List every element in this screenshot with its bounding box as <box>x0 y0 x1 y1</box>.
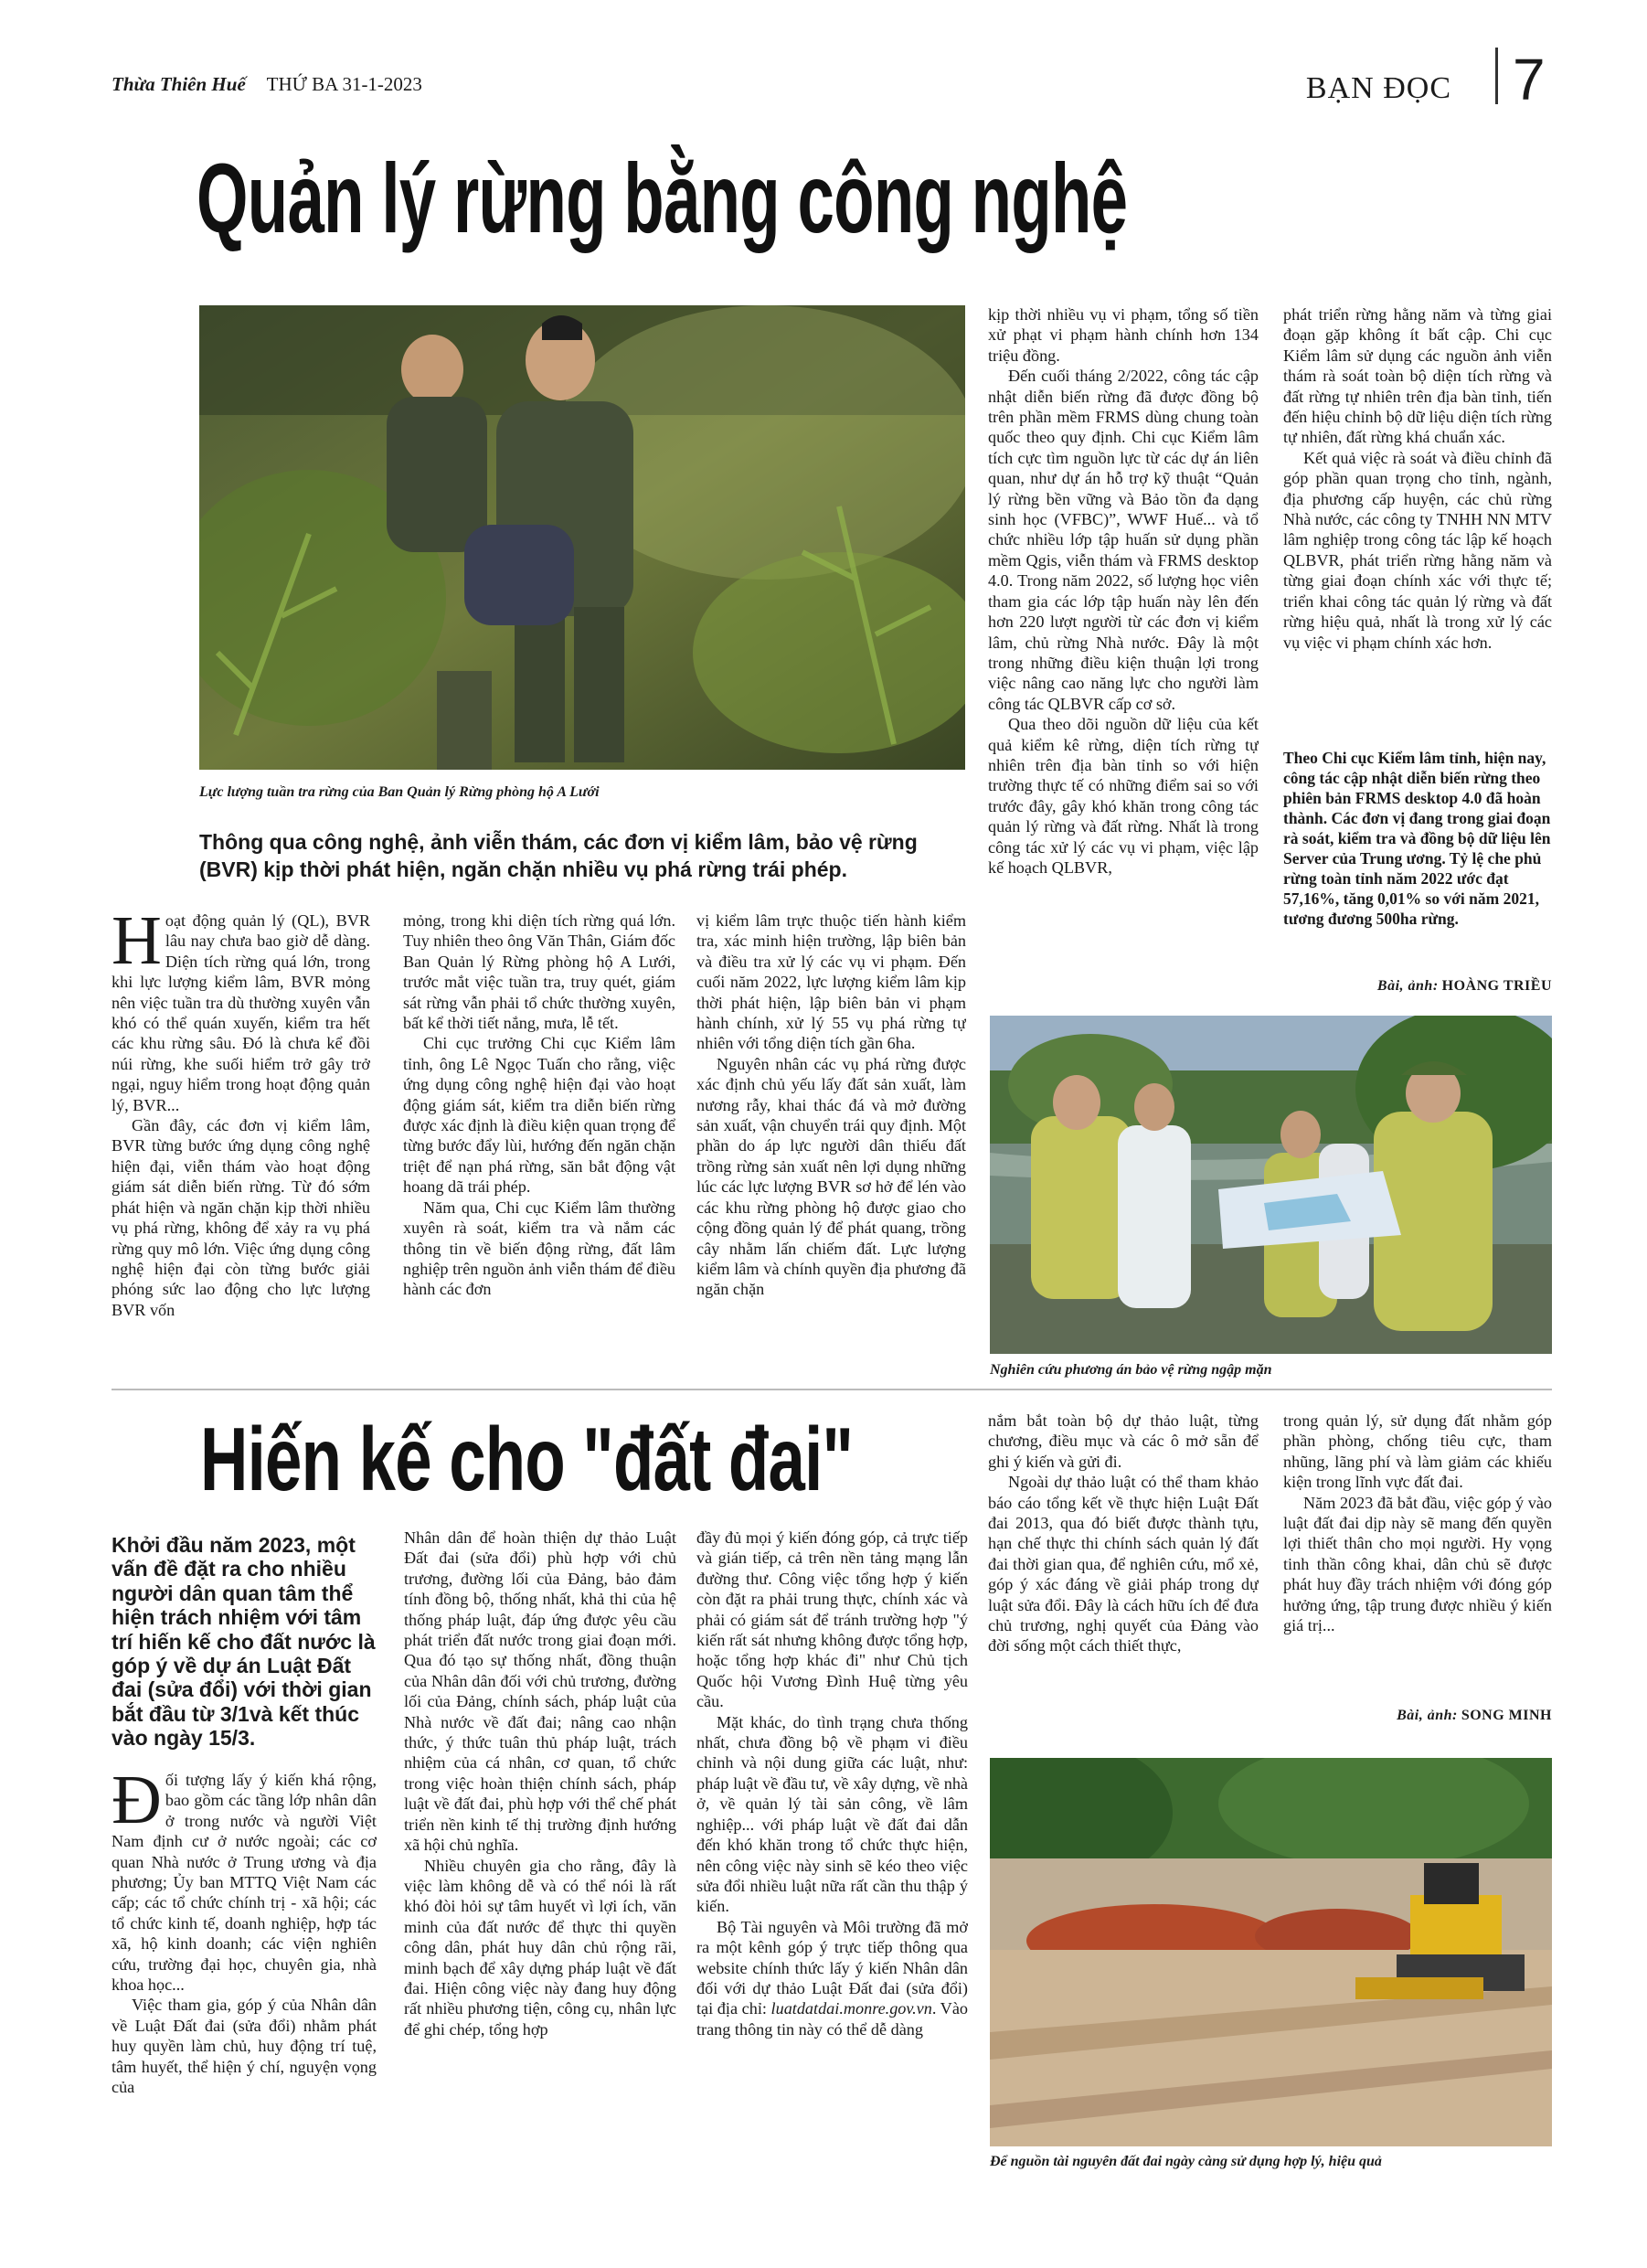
newspaper-name: Thừa Thiên Huế <box>112 73 246 95</box>
website-address: luatdatdai.monre.gov.vn <box>770 1999 932 2018</box>
article1-col4 <box>988 304 1259 964</box>
article1-lead: Thông qua công nghệ, ảnh viễn thám, các đơn vị kiểm lâm, bảo vệ rừng (BVR) kịp thời phát hiện, ngăn chặn nhiều vụ phá rừng trái phép. <box>199 830 918 881</box>
author-name: SONG MINH <box>1461 1708 1552 1723</box>
article2-lead: Khởi đầu năm 2023, một vấn đề đặt ra cho nhiều người dân quan tâm thể hiện trách nhiệm với tâm trí hiến kế cho đất nước là góp ý về dự án Luật Đất đai (sửa đổi) với thời gian bắt đầu từ 3/1và kết thúc vào ngày 15/3. <box>112 1533 376 1751</box>
article-divider <box>112 1389 1552 1390</box>
mangrove-field-photo <box>990 1016 1552 1354</box>
author-name: HOÀNG TRIỀU <box>1441 978 1552 994</box>
article2-paragraph: Ngoài dự thảo luật có thể tham khảo báo cáo tổng kết về thực hiện Luật Đất đai 2013, qua đó biết được thành tựu, hạn chế thực thi chính sách quản lý đất đai thời gian qua, để nghiên cứu, mổ xẻ, góp ý xác đáng về giải pháp trong dự luật sửa đổi. Đây là cách hữu ích để đưa chủ trương, nghị quyết của Đảng vào đời sống một cách thiết thực, <box>988 1473 1259 1656</box>
article1-paragraph: Hoạt động quản lý (QL), BVR lâu nay chưa bao giờ dễ dàng. Diện tích rừng quá lớn, trong khi lực lượng kiểm lâm, BVR mỏng nên việc tuần tra dù thường xuyên vẫn khó có thể quán xuyến, kiểm tra hết các khu rừng sâu. Đó là chưa kể đồi núi rừng, khe suối hiểm trở gây trở ngại, nguy hiểm trong hoạt động quản lý, BVR... <box>112 910 370 1114</box>
forest-patrol-photo <box>199 305 965 770</box>
article1-col1 <box>112 910 370 1363</box>
masthead <box>112 73 422 96</box>
drop-cap: Đ <box>112 1770 162 1838</box>
article2-paragraph: nắm bắt toàn bộ dự thảo luật, từng chương, điều mục và các ô mở sẵn để ghi ý kiến và gửi đi. <box>988 1411 1259 1471</box>
article2-byline: Bài, ảnh: SONG MINH <box>1397 1708 1552 1723</box>
article1-col3 <box>696 910 966 1363</box>
page-number: 7 <box>1513 47 1546 112</box>
forest-stats-note: Theo Chi cục Kiểm lâm tỉnh, hiện nay, công tác cập nhật diễn biến rừng theo phiên bản FRMS desktop 4.0 đã hoàn thành. Các đơn vị đang trong giai đoạn rà soát, kiểm tra và đồng bộ dữ liệu lên Server của Trung ương. Tỷ lệ che phủ rừng toàn tỉnh năm 2022 ước đạt 57,16%, tăng 0,01% so với năm 2021, tương đương 500ha rừng. <box>1283 749 1551 928</box>
article1-paragraph: phát triển rừng hằng năm và từng giai đoạn gặp không ít bất cập. Chi cục Kiểm lâm sử dụng các nguồn ảnh viễn thám rà soát toàn bộ diện tích rừng và đất rừng tự nhiên trên địa bàn tỉnh, tiến đến hiệu chỉnh bộ dữ liệu diện tích rừng tự nhiên, đất rừng khá chuẩn xác. <box>1283 305 1552 447</box>
article1-byline: Bài, ảnh: HOÀNG TRIỀU <box>1376 978 1552 994</box>
article1-col5 <box>1283 304 1552 725</box>
article2-paragraph: Nhân dân để hoàn thiện dự thảo Luật Đất đai (sửa đổi) phù hợp với chủ trương, đường lối của Đảng, bảo đảm tính đồng bộ, thống nhất, khả thi của hệ thống pháp luật, đáp ứng được yêu cầu phát triển đất nước trong giai đoạn mới. Qua đó tạo sự thống nhất, đồng thuận của Nhân dân đối với chủ trương, đường lối của Đảng, chính sách, pháp luật của Nhà nước về đất đai; nâng cao nhận thức, ý thức tuân thủ pháp luật, trách nhiệm của cá nhân, cơ quan, tổ chức trong việc hoàn thiện chính sách, pháp luật về đất đai, phù hợp với thể chế phát triển nền kinh tế thị trường định hướng xã hội chủ nghĩa. <box>404 1528 676 1855</box>
article2-paragraph: đầy đủ mọi ý kiến đóng góp, cả trực tiếp và gián tiếp, cả trên nền tảng mạng lẫn đường thư. Công việc tổng hợp ý kiến còn đặt ra phải trung thực, chính xác và phải có giám sát để tránh trường hợp "ý kiến rất sát nhưng không được tổng hợp, hoặc tổng hợp khác đi" như Chủ tịch Quốc hội Vương Đình Huệ từng yêu cầu. <box>696 1528 968 1711</box>
article2-paragraph: Mặt khác, do tình trạng chưa thống nhất, chưa đồng bộ về phạm vi điều chỉnh và nội dung giữa các luật, như: pháp luật về đầu tư, về xây dựng, về nhà ở, về quản lý tài sản công, về lâm nghiệp... với pháp luật về đất đai dẫn đến khó khăn trong tổ chức thực hiện, nên công việc này sinh sẽ kéo theo việc sửa đổi nhiều luật nữa rất cần thu thập ý kiến. <box>696 1712 968 1916</box>
article2-paragraph: Nhiều chuyên gia cho rằng, đây là việc làm không dễ và có thể nói là rất khó đòi hỏi sự tâm huyết vì lợi ích, văn minh của đất nước để thực thi quyền công dân, phát huy dân chủ rộng rãi, minh bạch để xây dựng pháp luật về đất đai. Hiện công việc này đang huy động rất nhiều phương tiện, công cụ, nhân lực để ghi chép, tổng hợp <box>404 1856 676 2039</box>
article1-paragraph: Đến cuối tháng 2/2022, công tác cập nhật diễn biến rừng đã được đồng bộ trên phần mềm FRMS dùng chung toàn quốc theo quy định. Chi cục Kiểm lâm tích cực tìm nguồn lực từ các dự án liên quan, như dự án hỗ trợ kỹ thuật “Quản lý rừng bền vững và Bảo tồn đa dạng sinh học (VFBC)”, WWF Huế... và tổ chức nhiều lớp tập huấn sử dụng phần mềm Qgis, viễn thám và FRMS desktop 4.0. Trong năm 2022, số lượng học viên tham gia các lớp tập huấn này lên đến hơn 220 lượt người từ các đơn vị kiểm lâm, chủ rừng Nhà nước. Đây là một trong những điều kiện thuận lợi trong việc nâng cao năng lực cho người làm công tác QLBVR cấp cơ sở. <box>988 367 1259 713</box>
article1-headline: Quản lý rừng bằng công nghệ <box>197 144 1128 254</box>
article1-col2 <box>403 910 675 1363</box>
article2-paragraph: Bộ Tài nguyên và Môi trường đã mở ra một kênh góp ý trực tiếp thông qua website chính thức lấy ý kiến Nhân dân đối với dự thảo Luật Đất đai (sửa đổi) tại địa chỉ: luatdatdai.monre.gov.vn. Vào trang thông tin này có thể dễ dàng <box>696 1917 968 2039</box>
issue-date: THỨ BA 31-1-2023 <box>266 73 422 95</box>
article1-paragraph: Nguyên nhân các vụ phá rừng được xác định chủ yếu lấy đất sản xuất, làm nương rẫy, khai thác đá và mở đường sản xuất, vận chuyển trái quy định. Một phần do áp lực người dân thiếu đất trồng rừng sản xuất nên lợi dụng những lúc các lực lượng BVR sơ hở để lén vào các khu rừng phòng hộ được giao cho cộng đồng quản lý để phát quang, trồng cây nhằm lấn chiếm đất. Lực lượng kiểm lâm và chính quyền địa phương đã ngăn chặn <box>696 1054 966 1299</box>
article2-col5 <box>1283 1411 1552 1689</box>
photo-caption: Lực lượng tuần tra rừng của Ban Quản lý Rừng phòng hộ A Lưới <box>199 784 600 800</box>
drop-cap: H <box>112 910 162 979</box>
article1-paragraph: Chi cục trưởng Chi cục Kiểm lâm tỉnh, ông Lê Ngọc Tuấn cho rằng, việc ứng dụng công nghệ hiện đại vào hoạt động giám sát, kiểm tra diễn biến rừng được xác định là điều kiện quan trọng để từng bước đẩy lùi, hướng đến ngăn chặn triệt để nạn phá rừng, săn bắt động vật hoang dã trái phép. <box>403 1034 675 1197</box>
article2-paragraph: Việc tham gia, góp ý của Nhân dân về Luật Đất đai (sửa đổi) nhằm phát huy quyền làm chủ, huy động trí tuệ, tâm huyết, thể hiện ý chí, nguyện vọng của <box>112 1996 377 2097</box>
article1-paragraph: vị kiểm lâm trực thuộc tiến hành kiểm tra, xác minh hiện trường, lập biên bản và điều tra xử lý các vụ vi phạm. Đến cuối năm 2022, lực lượng kiểm lâm kịp thời phát hiện, lập biên bản vi phạm hành chính, xử lý 55 vụ phá rừng tự nhiên với tổng diện tích gần 6ha. <box>696 911 966 1053</box>
article2-paragraph: Đối tượng lấy ý kiến khá rộng, bao gồm các tầng lớp nhân dân ở trong nước và người Việt Nam định cư ở nước ngoài; các cơ quan Nhà nước ở Trung ương và địa phương; Ủy ban MTTQ Việt Nam các cấp; các tổ chức chính trị - xã hội; các tổ chức kinh tế, doanh nghiệp, hợp tác xã, hộ kinh doanh; các viện nghiên cứu, trường đại học, chuyên gia, nhà khoa học... <box>112 1770 377 1995</box>
article1-paragraph: mỏng, trong khi diện tích rừng quá lớn. Tuy nhiên theo ông Văn Thân, Giám đốc Ban Quản lý Rừng phòng hộ A Lưới, trước mắt việc tuần tra, truy quét, giám sát rừng vẫn phải tổ chức thường xuyên, bất kể thời tiết nắng, mưa, lễ tết. <box>403 911 675 1033</box>
article2-col3 <box>696 1528 968 2167</box>
article1-paragraph: Gần đây, các đơn vị kiểm lâm, BVR từng bước ứng dụng công nghệ hiện đại, viễn thám vào hoạt động giám sát diễn biến rừng. Từ đó sớm phát hiện và ngăn chặn kịp thời nhiều vụ phá rừng, không để xảy ra vụ phá rừng quy mô lớn. Việc ứng dụng công nghệ hiện đại còn từng bước giải phóng sức lao động cho lực lượng BVR vốn <box>112 1116 370 1319</box>
article2-paragraph: trong quản lý, sử dụng đất nhằm góp phần phòng, chống tiêu cực, tham nhũng, lãng phí và làm giảm các khiếu kiện trong lĩnh vực đất đai. <box>1283 1411 1552 1492</box>
article1-paragraph: Qua theo dõi nguồn dữ liệu của kết quả kiểm kê rừng, diện tích rừng tự nhiên trên địa bàn tỉnh so với hiện trường thực tế có những điểm sai so với trước đây, gây khó khăn trong công tác quản lý rừng và đất rừng. Nhất là trong công tác xử lý các vụ vi phạm, việc lập kế hoạch QLBVR, <box>988 715 1259 877</box>
article2-col2 <box>404 1528 676 2167</box>
article2-paragraph: Năm 2023 đã bắt đầu, việc góp ý vào luật đất đai dịp này sẽ mang đến quyền lợi thiết thân cho mọi người. Hy vọng tinh thần công khai, dân chủ sẽ được phát huy đầy trách nhiệm với đóng góp hưởng ứng, tập trung được nhiều ý kiến giá trị... <box>1283 1493 1552 1635</box>
article1-paragraph: Năm qua, Chi cục Kiểm lâm thường xuyên rà soát, kiểm tra và nắm các thông tin về biến động rừng, đất lâm nghiệp trên nguồn ảnh viễn thám để điều hành các đơn <box>403 1198 675 1299</box>
photo-caption: Để nguồn tài nguyên đất đai ngày càng sử dụng hợp lý, hiệu quả <box>990 2154 1382 2169</box>
article2-col1 <box>112 1770 377 2167</box>
article1-paragraph: kịp thời nhiều vụ vi phạm, tổng số tiền xử phạt vi phạm hành chính hơn 134 triệu đồng. <box>988 305 1259 365</box>
article1-paragraph: Kết quả việc rà soát và điều chỉnh đã góp phần quan trọng cho tỉnh, ngành, địa phương cấp huyện, các chủ rừng Nhà nước, các công ty TNHH NN MTV lâm nghiệp trong công tác lập kế hoạch QLBVR, phát triển rừng hằng năm và từng giai đoạn chính xác với thực tế; triển khai công tác quản lý rừng và đất rừng hiệu quả, nhất là trong xử lý các vụ việc vi phạm chính xác hơn. <box>1283 448 1552 652</box>
section-label: BẠN ĐỌC <box>1305 71 1451 105</box>
land-clearing-photo <box>990 1758 1552 2146</box>
masthead-divider <box>1495 48 1498 104</box>
article2-col4 <box>988 1411 1259 1741</box>
photo-caption: Nghiên cứu phương án bảo vệ rừng ngập mặn <box>990 1362 1272 1378</box>
article2-headline: Hiến kế cho "đất đai" <box>200 1409 854 1509</box>
